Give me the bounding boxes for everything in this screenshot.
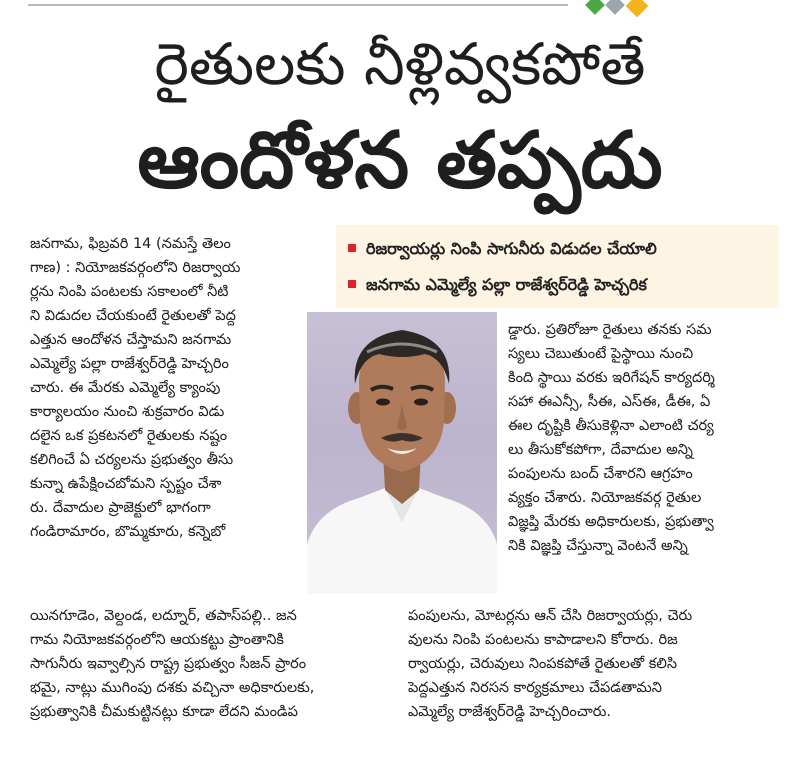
article-line: ఎమ్మెల్యే రాజేశ్వర్‌రెడ్డి హెచ్చరించారు. [408, 704, 611, 720]
bullet-icon [348, 280, 356, 288]
article-line: వ్యక్తం చేశారు. నియోజకవర్గ రైతుల [508, 490, 702, 506]
headline-line-1: రైతులకు నీళ్లివ్వకపోతే [154, 30, 646, 98]
article-line: కలిగించే ఏ చర్యలను ప్రభుత్వం తీసు [30, 452, 234, 468]
article-line: పెద్దఎత్తున నిరసన కార్యక్రమాలు చేపడతామని [408, 680, 662, 696]
article-line: ఎత్తున ఆందోళన చేస్తామని జనగామ [30, 332, 232, 348]
article-line: సహా ఈఎన్సీ, సీఈ, ఎస్ఈ, డీఈ, ఏ [508, 394, 711, 410]
article-line: ర్వాయర్లు, చెరువులు నింపకపోతే రైతులతో కలిసి [408, 656, 678, 672]
article-line: డ్డారు. ప్రతిరోజూ రైతులు తనకు సమ [508, 322, 712, 338]
article-line: రు. దేవాదుల ప్రాజెక్టులో భాగంగా [30, 500, 211, 516]
article-line: యినగూడెం, వెల్దండ, లద్నూర్, తపాస్‌పల్లి.. జన [30, 608, 297, 624]
highlight-item [348, 231, 779, 267]
article-line: గాణ) : నియోజకవర్గంలోని రిజర్వాయ [30, 260, 241, 276]
article-line: భమై, నాట్లు ముగింపు దశకు వచ్చినా అధికారులకు, [30, 680, 315, 696]
decorative-diamonds [586, 0, 666, 20]
highlight-item [348, 267, 779, 303]
article-column-bottom-left [30, 604, 394, 724]
article-line: పంపులను బంద్ చేశారని ఆగ్రహం [508, 466, 693, 482]
gold-diamond-icon [626, 0, 649, 17]
bullet-icon [348, 244, 356, 252]
green-diamond-icon [585, 0, 605, 15]
article-line: గామ నియోజకవర్గంలోని ఆయకట్టు ప్రాంతానికి [30, 632, 285, 648]
portrait-illustration [307, 312, 497, 594]
article-line: విజ్ఞప్తి మేరకు అధికారులకు, ప్రభుత్వా [508, 514, 714, 530]
article-line: ప్రభుత్వానికి చీమకుట్టినట్లు కూడా లేదని మండిప [30, 704, 298, 720]
article-line: ని విడుదల చేయకుంటే రైతులతో పెద్ద [30, 308, 236, 324]
article-line: పంపులను, మోటర్లను ఆన్ చేసి రిజర్వాయర్లు, చెరు [408, 608, 693, 624]
headline-line-2: ఆందోళన తప్పదు [137, 116, 663, 206]
article-line: లు తీసుకోకపోగా, దేవాదుల అన్ని [508, 442, 693, 458]
top-divider [28, 4, 568, 6]
article-line: కున్నా ఉపేక్షించబోమని స్పష్టం చేశా [30, 476, 222, 492]
article-line: కింది స్థాయి వరకు ఇరిగేషన్ కార్యదర్శి [508, 370, 715, 386]
article-column-bottom-right [408, 604, 782, 724]
article-line: ఎమ్మెల్యే పల్లా రాజేశ్వర్‌రెడ్డి హెచ్చరిం [30, 356, 229, 372]
article-column-left [30, 232, 302, 544]
article-line: నికి విజ్ఞప్తి చేస్తున్నా వెంటనే అన్ని [508, 538, 688, 554]
article-column-right [508, 318, 782, 558]
article-line: సాగునీరు ఇవ్వాల్సిన రాష్ట్ర ప్రభుత్వం సీజన్ ప్రారం [30, 656, 307, 672]
article-line: స్యలు చెబుతుంటే పైస్థాయి నుంచి [508, 346, 694, 362]
article-line: ఈల దృష్టికి తీసుకెళ్లినా ఎలాంటి చర్య [508, 418, 714, 434]
article-line: ర్లను నింపి పంటలకు సకాలంలో నీటి [30, 284, 229, 300]
highlight-text: రిజర్వాయర్లు నింపి సాగునీరు విడుదల చేయాలి [366, 239, 657, 258]
article-line: చారు. ఈ మేరకు ఎమ్మెల్యే క్యాంపు [30, 380, 221, 396]
grey-diamond-icon [605, 0, 625, 15]
article-line: గండిరామారం, బొమ్మకూరు, కన్నెబో [30, 524, 226, 540]
article-line: వులను నింపి పంటలను కాపాడాలని కోరారు. రిజ [408, 632, 678, 648]
mla-portrait-photo [307, 312, 497, 594]
highlight-text: జనగామ ఎమ్మెల్యే పల్లా రాజేశ్వర్‌రెడ్డి హెచ్చరిక [366, 275, 647, 294]
article-line: దలైన ఒక ప్రకటనలో రైతులకు నష్టం [30, 428, 228, 444]
article-line: జనగామ, ఫిబ్రవరి 14 (నమస్తే తెలం [30, 236, 231, 252]
article-line: కార్యాలయం నుంచి శుక్రవారం విడు [30, 404, 225, 420]
highlights-box [336, 225, 779, 308]
